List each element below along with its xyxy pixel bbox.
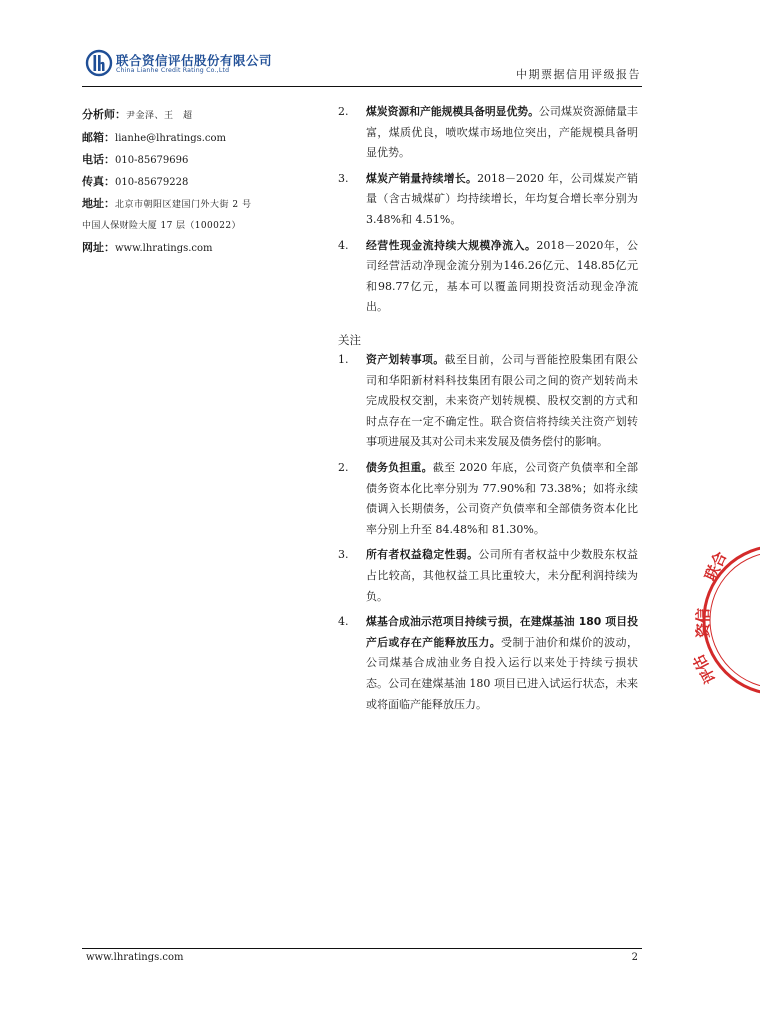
website-row xyxy=(82,237,322,259)
item-number: 4. xyxy=(338,238,349,252)
item-text: 公司所有者权益中少数股东权益占比较高，其他权益工具比重较大，未分配利润持续为负。 xyxy=(366,548,639,603)
item-title: 资产划转事项。 xyxy=(366,353,445,366)
contact-info xyxy=(82,104,322,259)
item-text: 公司煤炭资源储量丰富，煤质优良，喷吹煤市场地位突出，产能规模具备明显优势。 xyxy=(366,105,639,160)
phone-row xyxy=(82,149,322,171)
address-value-line2: 中国人保财险大厦 17 层（100022） xyxy=(82,221,241,231)
logo-english-name: China Lianhe Credit Rating Co.,Ltd xyxy=(116,67,230,74)
email-row xyxy=(82,127,322,149)
company-logo xyxy=(86,50,286,80)
list-item xyxy=(338,169,638,231)
item-number: 4. xyxy=(338,615,349,629)
phone-label: 电话： xyxy=(82,153,115,166)
address-label: 地址： xyxy=(82,197,115,210)
list-item xyxy=(338,458,638,540)
website-label: 网址： xyxy=(82,241,115,254)
concerns-list xyxy=(338,350,638,720)
item-number: 3. xyxy=(338,548,349,562)
item-title: 煤基合成油示范项目持续亏损，在建煤基油 180 项目投产后或存在产能释放压力。 xyxy=(366,615,638,649)
item-title: 煤炭产销量持续增长。 xyxy=(366,171,478,185)
page-number: 2 xyxy=(631,952,638,963)
item-text: 2018－2020年，公司经营活动净现金流分别为146.26亿元、148.85亿元和98.77亿元，基本可以覆盖同期投资活动现金净流出。 xyxy=(366,238,638,314)
address-value-line1: 北京市朝阳区建国门外大街 2 号 xyxy=(115,200,252,210)
fax-value: 010-85679228 xyxy=(115,177,189,188)
document-type: 中期票据信用评级报告 xyxy=(516,68,641,81)
list-item xyxy=(338,612,638,715)
svg-text:评估: 评估 xyxy=(689,651,720,687)
email-label: 邮箱： xyxy=(82,131,115,144)
item-text: 2018－2020 年，公司煤炭产销量（含古城煤矿）均持续增长，年均复合增长率分别为 3.48%和 4.51%。 xyxy=(366,171,639,226)
email-value[interactable]: lianhe@lhratings.com xyxy=(115,133,227,144)
logo-chinese-name: 联合资信评估股份有限公司 xyxy=(116,53,273,68)
item-text: 截至 2020 年底，公司资产负债率和全部债务资本化比率分别为 77.90%和 73.38%；如将永续债调入长期债务，公司资产负债率和全部债务资本化比率分别上升至 84.48%和 81.30%。 xyxy=(366,460,638,536)
company-seal-icon xyxy=(689,540,760,700)
fax-row xyxy=(82,171,322,193)
strengths-list xyxy=(338,102,638,323)
footer-divider xyxy=(82,948,642,949)
svg-text:联合: 联合 xyxy=(701,548,731,584)
item-title: 经营性现金流持续大规模净流入。 xyxy=(366,238,537,252)
lh-logo-icon xyxy=(86,50,112,76)
analyst-row xyxy=(82,104,322,127)
item-number: 1. xyxy=(338,353,349,366)
list-item xyxy=(338,350,638,453)
item-text: 截至目前，公司与晋能控股集团有限公司和华阳新材料科技集团有限公司之间的资产划转尚未完成股权交割，未来资产划转规模、股权交割的方式和时点存在一定不确定性。联合资信将持续关注资产划转事项进展及其对公司未来发展及债务偿付的影响。 xyxy=(366,353,639,449)
list-item xyxy=(338,102,638,164)
analyst-value: 尹金泽、王 超 xyxy=(126,111,193,121)
header-divider xyxy=(82,86,642,87)
concerns-heading: 关注 xyxy=(338,333,361,347)
fax-label: 传真： xyxy=(82,175,115,188)
item-text: 受制于油价和煤价的波动，公司煤基合成油业务自投入运行以来处于持续亏损状态。公司在建煤基油 180 项目已进入试运行状态，未来或将面临产能释放压力。 xyxy=(366,635,639,711)
svg-text:资信: 资信 xyxy=(694,607,712,638)
footer-website[interactable]: www.lhratings.com xyxy=(86,952,184,963)
item-title: 债务负担重。 xyxy=(366,460,433,474)
item-title: 所有者权益稳定性弱。 xyxy=(366,548,479,562)
item-number: 3. xyxy=(338,171,349,185)
item-number: 2. xyxy=(338,460,349,474)
item-title: 煤炭资源和产能规模具备明显优势。 xyxy=(366,105,539,118)
website-value[interactable]: www.lhratings.com xyxy=(115,243,213,254)
phone-value: 010-85679696 xyxy=(115,155,189,166)
list-item xyxy=(338,545,638,607)
address-row xyxy=(82,193,322,216)
item-number: 2. xyxy=(338,105,349,118)
analyst-label: 分析师： xyxy=(82,108,126,121)
list-item xyxy=(338,236,638,318)
